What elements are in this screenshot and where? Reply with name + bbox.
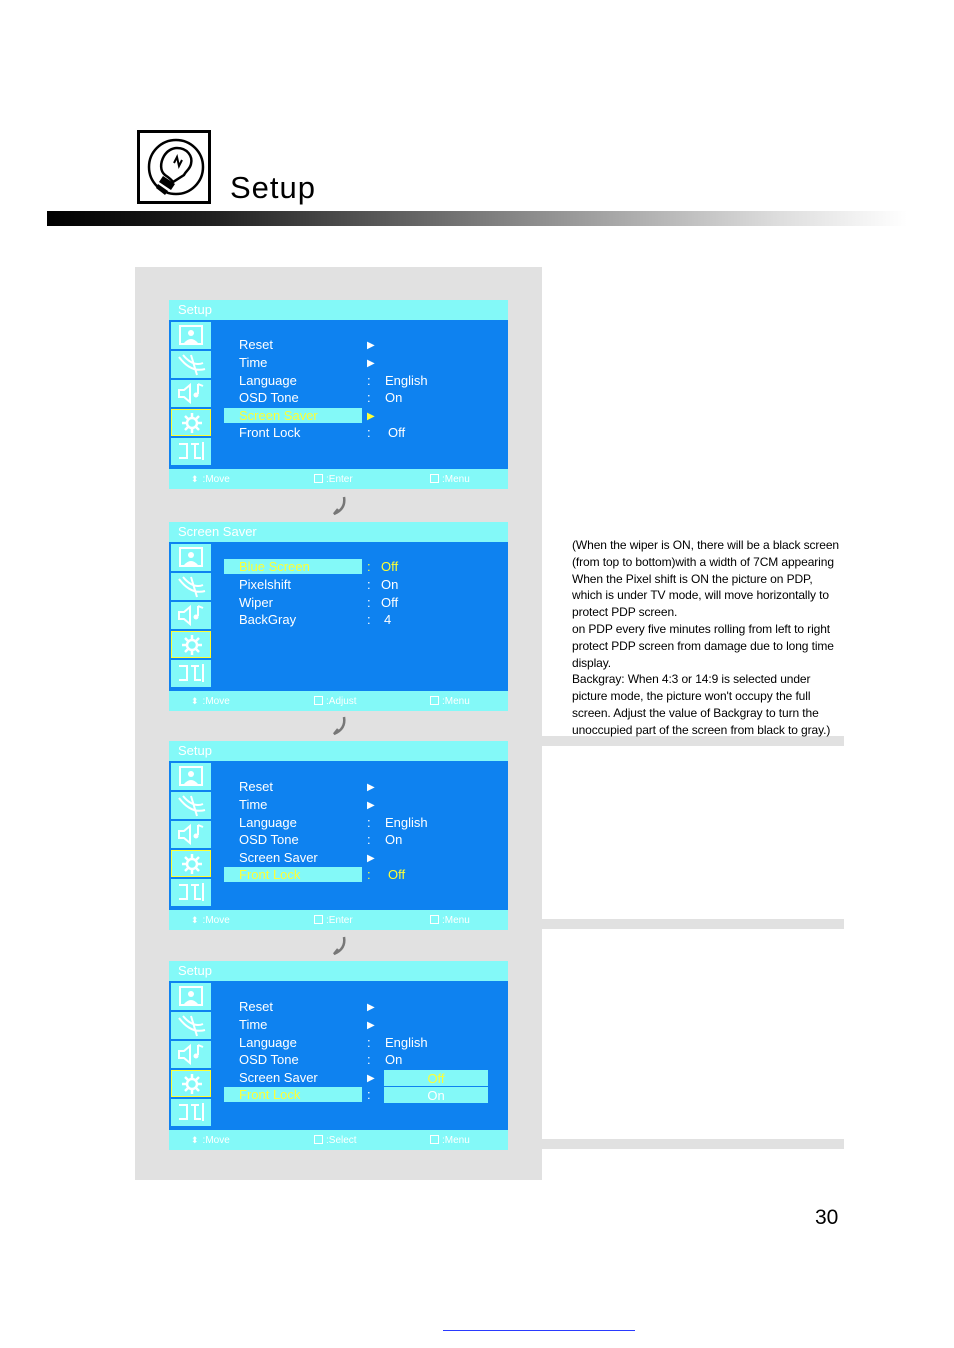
separator: : [367,1035,371,1050]
updown-icon: ⬍ [191,915,199,925]
separator: : [367,373,371,388]
antenna-icon[interactable] [171,573,211,600]
enter-key-icon [314,1135,323,1144]
down-arrow-icon [330,495,350,517]
menu-key-icon [430,696,439,705]
osd-footer [169,469,508,489]
function-icon[interactable] [171,1099,211,1126]
osd-menu-setup-3 [169,961,508,1150]
gear-icon[interactable] [171,631,211,658]
footer-enter: :Enter [326,474,353,485]
backgray-value[interactable]: 4 [384,612,392,627]
submenu-arrow: ▶ [367,782,375,793]
separator: : [367,577,371,592]
divider-strip [542,919,844,929]
menu-row-screen-saver[interactable]: Screen Saver [239,1070,318,1085]
menu-row-reset[interactable]: Reset [239,779,273,794]
menu-row-screen-saver[interactable]: Screen Saver [239,408,318,423]
picture-icon[interactable] [171,322,211,349]
footer-link-underline [443,1330,635,1331]
menu-row-front-lock[interactable]: Front Lock [239,1087,301,1102]
menu-row-osd-tone[interactable]: OSD Tone [239,1052,299,1067]
updown-icon: ⬍ [191,474,199,484]
osd-menu-setup-1 [169,300,508,489]
separator: : [367,612,371,627]
option-on-label: On [427,1088,445,1103]
enter-key-icon [314,474,323,483]
submenu-arrow: ▶ [367,1073,375,1084]
menu-row-reset[interactable]: Reset [239,337,273,352]
enter-key-icon [314,696,323,705]
footer-menu: :Menu [442,696,470,707]
antenna-icon[interactable] [171,351,211,378]
speaker-icon[interactable] [171,380,211,407]
footer-move: :Move [202,696,230,707]
antenna-icon[interactable] [171,792,211,819]
osd-title-bar [169,741,508,761]
menu-row-front-lock[interactable]: Front Lock [239,867,301,882]
down-arrow-icon [330,935,350,957]
footer-menu: :Menu [442,1135,470,1146]
footer-enter: :Enter [326,915,353,926]
speaker-icon[interactable] [171,1041,211,1068]
front-lock-value[interactable]: Off [388,425,406,440]
option-off[interactable] [384,1070,488,1086]
updown-icon: ⬍ [191,696,199,706]
function-icon[interactable] [171,879,211,906]
antenna-icon[interactable] [171,1012,211,1039]
osd-title: Setup [178,302,212,317]
picture-icon[interactable] [171,763,211,790]
footer-move: :Move [202,915,230,926]
menu-row-reset[interactable]: Reset [239,999,273,1014]
osd-footer [169,910,508,930]
description-paragraph: When the Pixel shift is ON the picture on PDP, which is under TV mode, will move horizontally to protect PDP screen. [572,571,829,620]
option-on[interactable] [384,1087,488,1103]
osd-title: Setup [178,743,212,758]
menu-key-icon [430,1135,439,1144]
menu-row-backgray[interactable]: BackGray [239,612,297,627]
separator: : [367,595,371,610]
separator: : [367,559,371,574]
menu-row-time[interactable]: Time [239,355,268,370]
separator: : [367,390,371,405]
gear-icon[interactable] [171,409,211,436]
osd-body [169,981,508,1130]
osd-title-bar [169,961,508,981]
header-rule [47,211,907,226]
osd-title: Screen Saver [178,524,257,539]
description-text [572,537,845,739]
separator: : [367,815,371,830]
separator: : [367,425,371,440]
menu-row-language[interactable]: Language [239,815,297,830]
function-icon[interactable] [171,438,211,465]
osd-footer [169,1130,508,1150]
osd-body [169,320,508,469]
menu-row-language[interactable]: Language [239,1035,297,1050]
gear-icon[interactable] [171,850,211,877]
picture-icon[interactable] [171,544,211,571]
submenu-arrow: ▶ [367,1002,375,1013]
osd-tone-value[interactable]: On [385,832,403,847]
description-paragraph: Backgray: When 4:3 or 14:9 is selected under picture mode, the picture won't occupy the full screen. Adjust the value of Backgray to turn the unoccupied part of the screen from black to gray.) [572,672,831,737]
submenu-arrow: ▶ [367,1020,375,1031]
footer-select: :Select [326,1135,357,1146]
language-value[interactable]: English [385,1035,428,1050]
footer-adjust: :Adjust [326,696,357,707]
submenu-arrow: ▶ [367,800,375,811]
osd-menu-setup-2 [169,741,508,930]
osd-title-bar [169,522,508,542]
osd-body [169,542,508,691]
picture-icon[interactable] [171,983,211,1010]
menu-row-language[interactable]: Language [239,373,297,388]
menu-row-blue-screen[interactable]: Blue Screen [239,559,310,574]
description-paragraph: on PDP every five minutes rolling from left to right protect PDP screen from damage due to long time display. [572,621,834,670]
speaker-icon[interactable] [171,821,211,848]
osd-tone-value[interactable]: On [385,1052,403,1067]
function-icon[interactable] [171,660,211,687]
footer-menu: :Menu [442,474,470,485]
wiper-value[interactable]: Off [381,595,399,610]
language-value[interactable]: English [385,815,428,830]
osd-tone-value[interactable]: On [385,390,403,405]
menu-row-time[interactable]: Time [239,797,268,812]
divider-strip [542,1139,844,1149]
menu-row-osd-tone[interactable]: OSD Tone [239,390,299,405]
menu-row-wiper[interactable]: Wiper [239,595,273,610]
page-title: Setup [230,170,317,205]
osd-title-bar [169,300,508,320]
footer-move: :Move [202,474,230,485]
footer-menu: :Menu [442,915,470,926]
osd-title: Setup [178,963,212,978]
language-value[interactable]: English [385,373,428,388]
separator: : [367,1087,371,1102]
description-paragraph: (When the wiper is ON, there will be a black screen (from top to bottom)with a width of 7CM appearing [572,538,840,569]
separator: : [367,832,371,847]
updown-icon: ⬍ [191,1135,199,1145]
enter-key-icon [314,915,323,924]
osd-footer [169,691,508,711]
page-number: 30 [815,1206,839,1229]
lightbulb-icon [140,133,208,201]
logo [137,130,211,204]
submenu-arrow: ▶ [367,853,375,864]
submenu-arrow: ▶ [367,411,375,422]
submenu-arrow: ▶ [367,340,375,351]
osd-menu-screen-saver [169,522,508,711]
menu-row-osd-tone[interactable]: OSD Tone [239,832,299,847]
down-arrow-icon [330,715,350,737]
menu-row-time[interactable]: Time [239,1017,268,1032]
footer-move: :Move [202,1135,230,1146]
separator: : [367,867,371,882]
menu-row-screen-saver[interactable]: Screen Saver [239,850,318,865]
menu-key-icon [430,915,439,924]
option-off-label: Off [427,1071,445,1086]
submenu-arrow: ▶ [367,358,375,369]
pixelshift-value[interactable]: On [381,577,399,592]
speaker-icon[interactable] [171,602,211,629]
front-lock-value[interactable]: Off [388,867,406,882]
osd-body [169,761,508,910]
blue-screen-value[interactable]: Off [381,559,399,574]
menu-row-front-lock[interactable]: Front Lock [239,425,301,440]
menu-key-icon [430,474,439,483]
gear-icon[interactable] [171,1070,211,1097]
menu-row-pixelshift[interactable]: Pixelshift [239,577,292,592]
separator: : [367,1052,371,1067]
